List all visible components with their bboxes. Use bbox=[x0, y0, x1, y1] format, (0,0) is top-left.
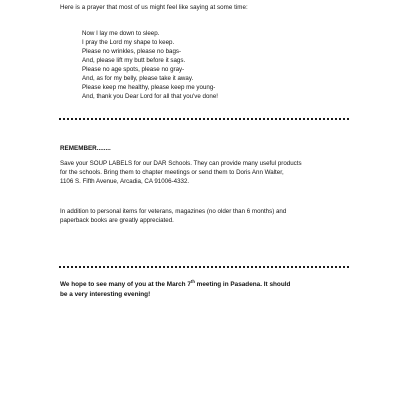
closing-line bbox=[60, 280, 370, 290]
prayer-line: I pray the Lord my shape to keep. bbox=[82, 39, 175, 46]
remember-heading: REMEMBER........ bbox=[60, 145, 111, 152]
closing-text: meeting in Pasadena. It should bbox=[194, 281, 291, 288]
prayer-line: Now I lay me down to sleep. bbox=[82, 30, 160, 37]
intro-text: Here is a prayer that most of us might feel like saying at some time: bbox=[60, 4, 248, 11]
closing-message bbox=[60, 280, 370, 299]
veterans-items-paragraph bbox=[60, 208, 360, 226]
prayer-line: Please no wrinkles, please no bags- bbox=[82, 48, 182, 55]
paragraph-line: Save your SOUP LABELS for our DAR Schools. They can provide many useful products bbox=[60, 160, 302, 167]
paragraph-line: paperback books are greatly appreciated. bbox=[60, 216, 174, 224]
prayer-line: And, thank you Dear Lord for all that you've done! bbox=[82, 93, 219, 100]
closing-text: We hope to see many of you at the March 7 bbox=[60, 281, 191, 288]
prayer-line: And, please lift my butt before it sags. bbox=[82, 57, 186, 64]
prayer-line: And, as for my belly, please take it away. bbox=[82, 75, 194, 82]
dotted-divider bbox=[59, 266, 349, 268]
paragraph-line: In addition to personal items for veterans, magazines (no older than 6 months) and bbox=[60, 208, 287, 215]
prayer-line: Please keep me healthy, please keep me young- bbox=[82, 84, 216, 91]
closing-line: be a very interesting evening! bbox=[60, 290, 151, 298]
paragraph-line: 1106 S. Fifth Avenue, Arcadia, CA 91006-4332. bbox=[60, 177, 190, 185]
paragraph-line: for the schools. Bring them to chapter meetings or send them to Doris Ann Walter, bbox=[60, 168, 284, 176]
dotted-divider bbox=[59, 118, 349, 120]
prayer-poem bbox=[82, 29, 218, 101]
prayer-line: Please no age spots, please no gray- bbox=[82, 66, 185, 73]
soup-labels-paragraph bbox=[60, 160, 360, 187]
ordinal-suffix: th bbox=[190, 278, 195, 284]
